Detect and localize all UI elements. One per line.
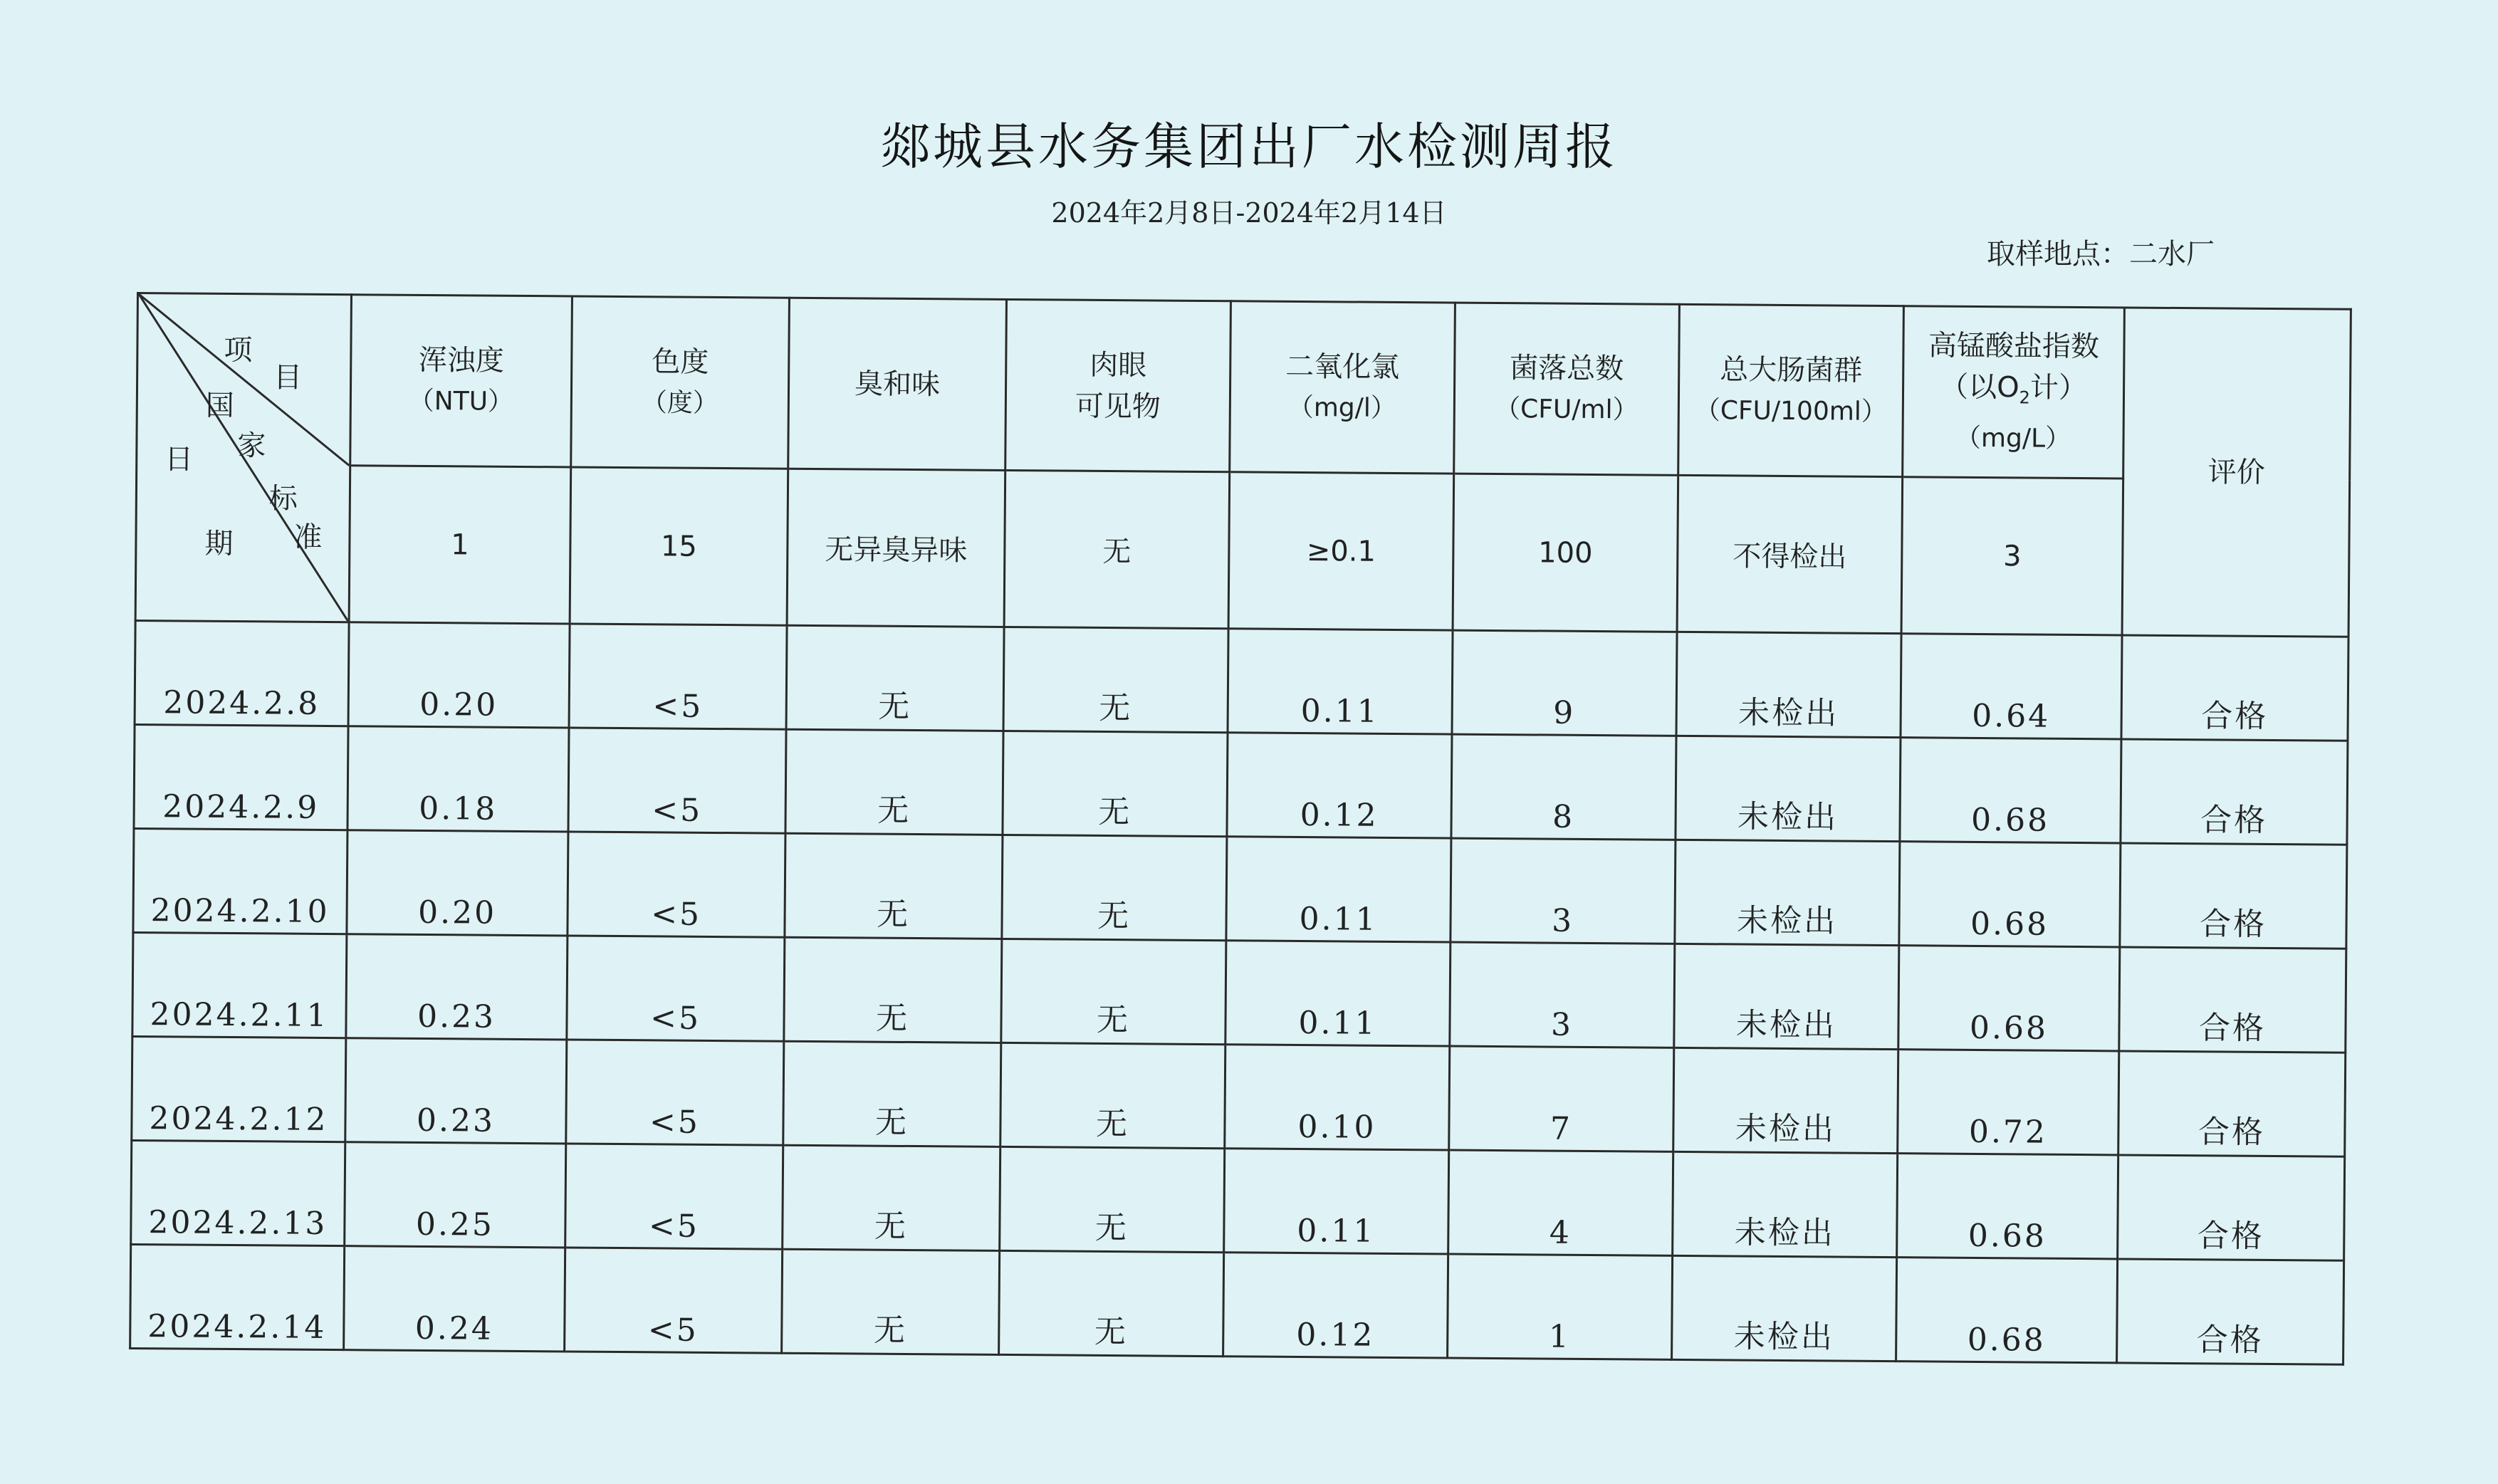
cell-date: 2024.2.9 — [134, 724, 348, 830]
cell-chlorine-dioxide: 0.11 — [1226, 941, 1451, 1046]
cell-chlorine-dioxide: 0.12 — [1227, 733, 1452, 838]
cell-colony-count: 3 — [1450, 942, 1675, 1047]
cell-color: <5 — [568, 728, 786, 833]
corner-std-char-4: 准 — [293, 521, 323, 554]
std-color: 15 — [570, 467, 788, 625]
cell-visible-matter: 无 — [999, 1250, 1224, 1356]
cell-odor: 无 — [785, 833, 1003, 939]
col-header-visible-matter: 肉眼 可见物 — [1005, 299, 1231, 471]
cell-date: 2024.2.12 — [132, 1036, 346, 1141]
cell-evaluation: 合格 — [2117, 1259, 2344, 1364]
header-row — [137, 293, 2351, 481]
cell-color: <5 — [567, 936, 785, 1041]
corner-std-char-3: 标 — [268, 482, 298, 516]
col-header-colony-count: 菌落总数 （CFU/ml） — [1454, 303, 1680, 475]
cell-total-coliform: 未检出 — [1675, 840, 1900, 945]
table-row — [135, 620, 2348, 741]
std-odor: 无异臭异味 — [787, 469, 1005, 627]
cell-colony-count: 1 — [1448, 1254, 1673, 1359]
cell-turbidity: 0.23 — [345, 1038, 567, 1144]
table-row — [130, 1244, 2344, 1364]
cell-date: 2024.2.11 — [132, 932, 347, 1038]
report-date-range: 2024年2月8日-2024年2月14日 — [1051, 197, 1447, 229]
report-title: 郯城县水务集团出厂水检测周报 — [880, 117, 1618, 176]
std-chlorine-dioxide: ≥0.1 — [1228, 472, 1454, 630]
col-header-permanganate-index: 高锰酸盐指数 （以$O_2$计） （mg/L） — [1903, 306, 2125, 479]
cell-color: <5 — [565, 1248, 783, 1353]
cell-total-coliform: 未检出 — [1672, 1255, 1897, 1361]
cell-total-coliform: 未检出 — [1676, 736, 1901, 841]
cell-color: <5 — [569, 624, 787, 729]
cell-total-coliform: 未检出 — [1673, 1151, 1898, 1257]
cell-evaluation: 合格 — [2118, 1155, 2345, 1260]
cell-evaluation: 合格 — [2118, 1051, 2346, 1156]
cell-chlorine-dioxide: 0.11 — [1226, 837, 1451, 942]
cell-total-coliform: 未检出 — [1674, 944, 1899, 1049]
cell-chlorine-dioxide: 0.10 — [1225, 1045, 1450, 1150]
table-row — [131, 1140, 2345, 1260]
cell-odor: 无 — [785, 729, 1003, 835]
cell-permanganate-index: 0.68 — [1896, 1258, 2118, 1363]
corner-std-char-1: 国 — [205, 389, 234, 423]
table-row — [132, 1036, 2346, 1156]
cell-permanganate-index: 0.68 — [1900, 738, 2121, 843]
cell-visible-matter: 无 — [1002, 835, 1227, 940]
cell-total-coliform: 未检出 — [1676, 632, 1901, 737]
cell-evaluation: 合格 — [2121, 739, 2348, 845]
cell-color: <5 — [566, 1040, 784, 1145]
corner-item-char-1: 项 — [224, 333, 253, 367]
standard-row — [135, 464, 2350, 637]
cell-chlorine-dioxide: 0.11 — [1224, 1149, 1449, 1254]
cell-colony-count: 9 — [1452, 630, 1677, 736]
std-permanganate-index: 3 — [1901, 477, 2123, 635]
water-quality-table — [129, 292, 2352, 1366]
cell-permanganate-index: 0.64 — [1901, 634, 2122, 739]
cell-colony-count: 3 — [1451, 838, 1676, 944]
sampling-location: 取样地点：二水厂 — [1987, 238, 2215, 271]
cell-turbidity: 0.24 — [344, 1246, 565, 1352]
std-turbidity: 1 — [349, 466, 571, 624]
cell-evaluation: 合格 — [2119, 947, 2346, 1052]
cell-evaluation: 合格 — [2121, 635, 2348, 741]
col-header-color: 色度 （度） — [571, 296, 790, 469]
cell-date: 2024.2.10 — [133, 828, 347, 934]
cell-visible-matter: 无 — [1003, 731, 1228, 836]
cell-odor: 无 — [783, 1041, 1001, 1146]
col-header-total-coliform: 总大肠菌群 （CFU/100ml） — [1678, 304, 1904, 476]
table-row — [134, 724, 2348, 845]
cell-colony-count: 8 — [1451, 734, 1676, 840]
cell-permanganate-index: 0.68 — [1898, 946, 2120, 1051]
cell-total-coliform: 未检出 — [1673, 1047, 1898, 1153]
cell-visible-matter: 无 — [1000, 1043, 1226, 1148]
cell-color: <5 — [568, 832, 785, 937]
cell-turbidity: 0.18 — [347, 726, 569, 832]
col-header-odor: 臭和味 — [788, 298, 1007, 470]
cell-colony-count: 7 — [1449, 1046, 1674, 1151]
table-row — [132, 932, 2346, 1052]
cell-odor: 无 — [783, 1145, 1000, 1250]
corner-header-cell — [135, 293, 351, 622]
cell-permanganate-index: 0.68 — [1899, 842, 2121, 947]
cell-chlorine-dioxide: 0.11 — [1228, 629, 1453, 734]
corner-date-char-2: 期 — [204, 527, 234, 561]
std-colony-count: 100 — [1453, 474, 1678, 632]
cell-turbidity: 0.20 — [348, 622, 570, 728]
cell-visible-matter: 无 — [1000, 1146, 1225, 1252]
corner-date-char-1: 日 — [164, 443, 194, 476]
std-total-coliform: 不得检出 — [1677, 475, 1903, 633]
cell-odor: 无 — [782, 1249, 1000, 1354]
cell-chlorine-dioxide: 0.12 — [1223, 1253, 1448, 1358]
table-row — [133, 828, 2347, 949]
cell-permanganate-index: 0.68 — [1897, 1154, 2118, 1259]
col-header-chlorine-dioxide: 二氧化氯 （mg/l） — [1230, 301, 1456, 474]
corner-std-char-2: 家 — [237, 429, 266, 463]
corner-item-char-2: 目 — [273, 361, 303, 394]
cell-date: 2024.2.14 — [130, 1244, 345, 1349]
cell-visible-matter: 无 — [1001, 939, 1226, 1044]
cell-date: 2024.2.8 — [135, 620, 349, 726]
std-visible-matter: 无 — [1004, 470, 1230, 628]
cell-turbidity: 0.20 — [347, 830, 568, 936]
col-header-evaluation: 评价 — [2122, 308, 2351, 637]
cell-odor: 无 — [786, 625, 1004, 731]
cell-turbidity: 0.23 — [346, 934, 568, 1040]
col-header-turbidity: 浑浊度 （NTU） — [350, 295, 573, 467]
cell-turbidity: 0.25 — [345, 1142, 566, 1248]
cell-date: 2024.2.13 — [131, 1140, 345, 1245]
cell-evaluation: 合格 — [2120, 843, 2347, 949]
cell-color: <5 — [565, 1144, 783, 1249]
cell-colony-count: 4 — [1448, 1150, 1673, 1255]
cell-visible-matter: 无 — [1003, 627, 1228, 732]
cell-permanganate-index: 0.72 — [1898, 1050, 2119, 1155]
cell-odor: 无 — [784, 937, 1002, 1043]
